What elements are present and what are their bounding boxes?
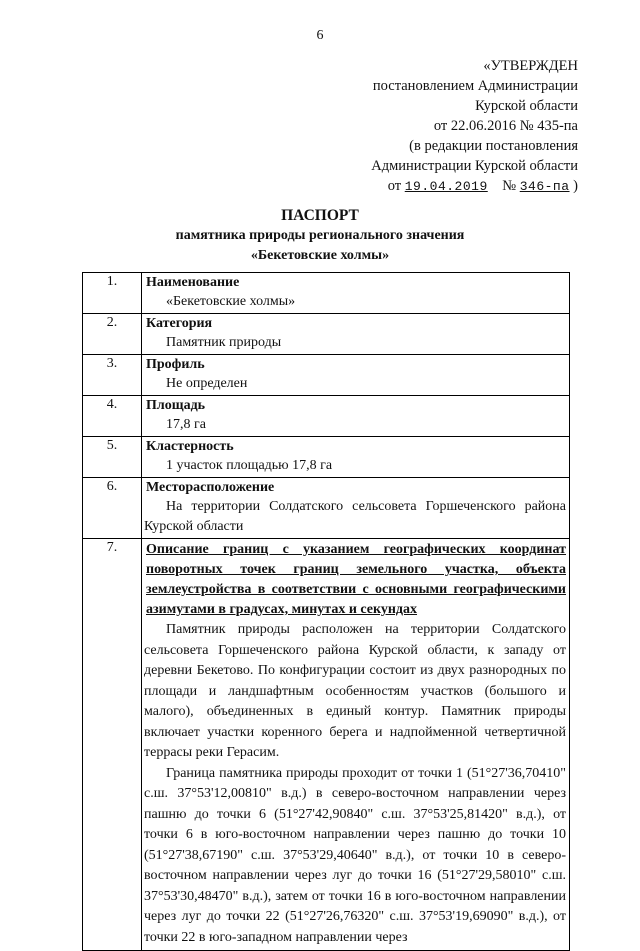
page-number: 6	[316, 28, 324, 43]
approval-amendment-line	[340, 176, 578, 197]
row-content	[142, 314, 570, 355]
row-value: Памятник природы	[166, 335, 282, 350]
table-row	[83, 355, 570, 396]
row-content	[142, 539, 570, 951]
approval-line: «УТВЕРЖДЕН	[483, 58, 578, 74]
amendment-suffix: )	[573, 178, 578, 194]
row-heading: Наименование	[146, 275, 240, 290]
amendment-number: 346-па	[519, 179, 570, 194]
approval-line: постановлением Администрации	[372, 78, 578, 94]
table-row	[83, 539, 570, 951]
row-content	[142, 437, 570, 478]
table-row	[83, 273, 570, 314]
row-heading: Месторасположение	[146, 480, 275, 495]
row-content	[142, 273, 570, 314]
approval-line: от 22.06.2016 № 435-па	[433, 118, 578, 134]
row-number: 4.	[83, 396, 142, 437]
amendment-prefix: от	[387, 178, 402, 194]
row-value: 17,8 га	[166, 417, 206, 432]
document-subtitle: памятника природы регионального значения	[175, 228, 465, 243]
table-row	[83, 437, 570, 478]
row-value: 1 участок площадью 17,8 га	[166, 458, 333, 473]
row-number: 5.	[83, 437, 142, 478]
row-number: 2.	[83, 314, 142, 355]
document-title: ПАСПОРТ	[281, 207, 359, 224]
row-heading: Кластерность	[146, 439, 234, 454]
row-heading: Профиль	[146, 357, 205, 372]
approval-line: Администрации Курской области	[371, 158, 578, 174]
row-number: 6.	[83, 478, 142, 539]
row-number: 1.	[83, 273, 142, 314]
table-row	[83, 314, 570, 355]
row-value: На территории Солдатского сельсовета Горшеченского района Курской области	[144, 499, 566, 534]
boundary-coordinates-paragraph: Граница памятника природы проходит от точки 1 (51°27'36,70410" с.ш. 37°53'12,00810" в.д.) в северо-восточном направлении через пашню до точки 6 (51°27'42,90840" с.ш. 37°53'25,81420" в.д.), от точки 6 в юго-восточном направлении через пашню до точки 10 (51°27'38,67190" с.ш. 37°53'29,40640" в.д.), от точки 10 в северо-восточном направлении через луг до точки 16 (51°27'29,58010" с.ш. 37°53'30,48470" в.д.), затем от точки 16 в юго-восточном направлении через луг до точки 22 (51°27'26,76320" с.ш. 37°53'19,69090" в.д.), от точки 22 в юго-западном направлении через	[144, 765, 566, 945]
approval-block	[340, 56, 578, 197]
row-content	[142, 396, 570, 437]
amendment-number-sign: №	[502, 178, 517, 194]
row-content	[142, 478, 570, 539]
title-block	[0, 206, 640, 266]
row-value: «Бекетовские холмы»	[166, 294, 296, 309]
document-object-name: «Бекетовские холмы»	[250, 248, 390, 263]
approval-line: Курской области	[475, 98, 578, 114]
row-heading: Категория	[146, 316, 213, 331]
table-row	[83, 396, 570, 437]
passport-table	[82, 272, 570, 951]
row-content	[142, 355, 570, 396]
row-heading: Описание границ с указанием географических координат поворотных точек границ земельного участка, объекта землеустройства в соответствии с основными географическими азимутами в градусах, минутах и секундах	[146, 542, 566, 617]
row-number: 7.	[83, 539, 142, 951]
row-value: Не определен	[166, 376, 248, 391]
amendment-date: 19.04.2019	[404, 179, 488, 194]
row-heading: Площадь	[146, 398, 206, 413]
approval-line: (в редакции постановления	[409, 138, 578, 154]
table-row	[83, 478, 570, 539]
boundary-description-paragraph: Памятник природы расположен на территории Солдатского сельсовета Горшеченского района Курской области, к западу от деревни Бекетово. По конфигурации состоит из двух разнородных по площади и ландшафтным особенностям участков (большого и малого), объединенных в единый контур. Памятник природы включает участки коренного берега и надпойменной четвертичной террасы реки Герасим.	[144, 622, 566, 760]
row-number: 3.	[83, 355, 142, 396]
